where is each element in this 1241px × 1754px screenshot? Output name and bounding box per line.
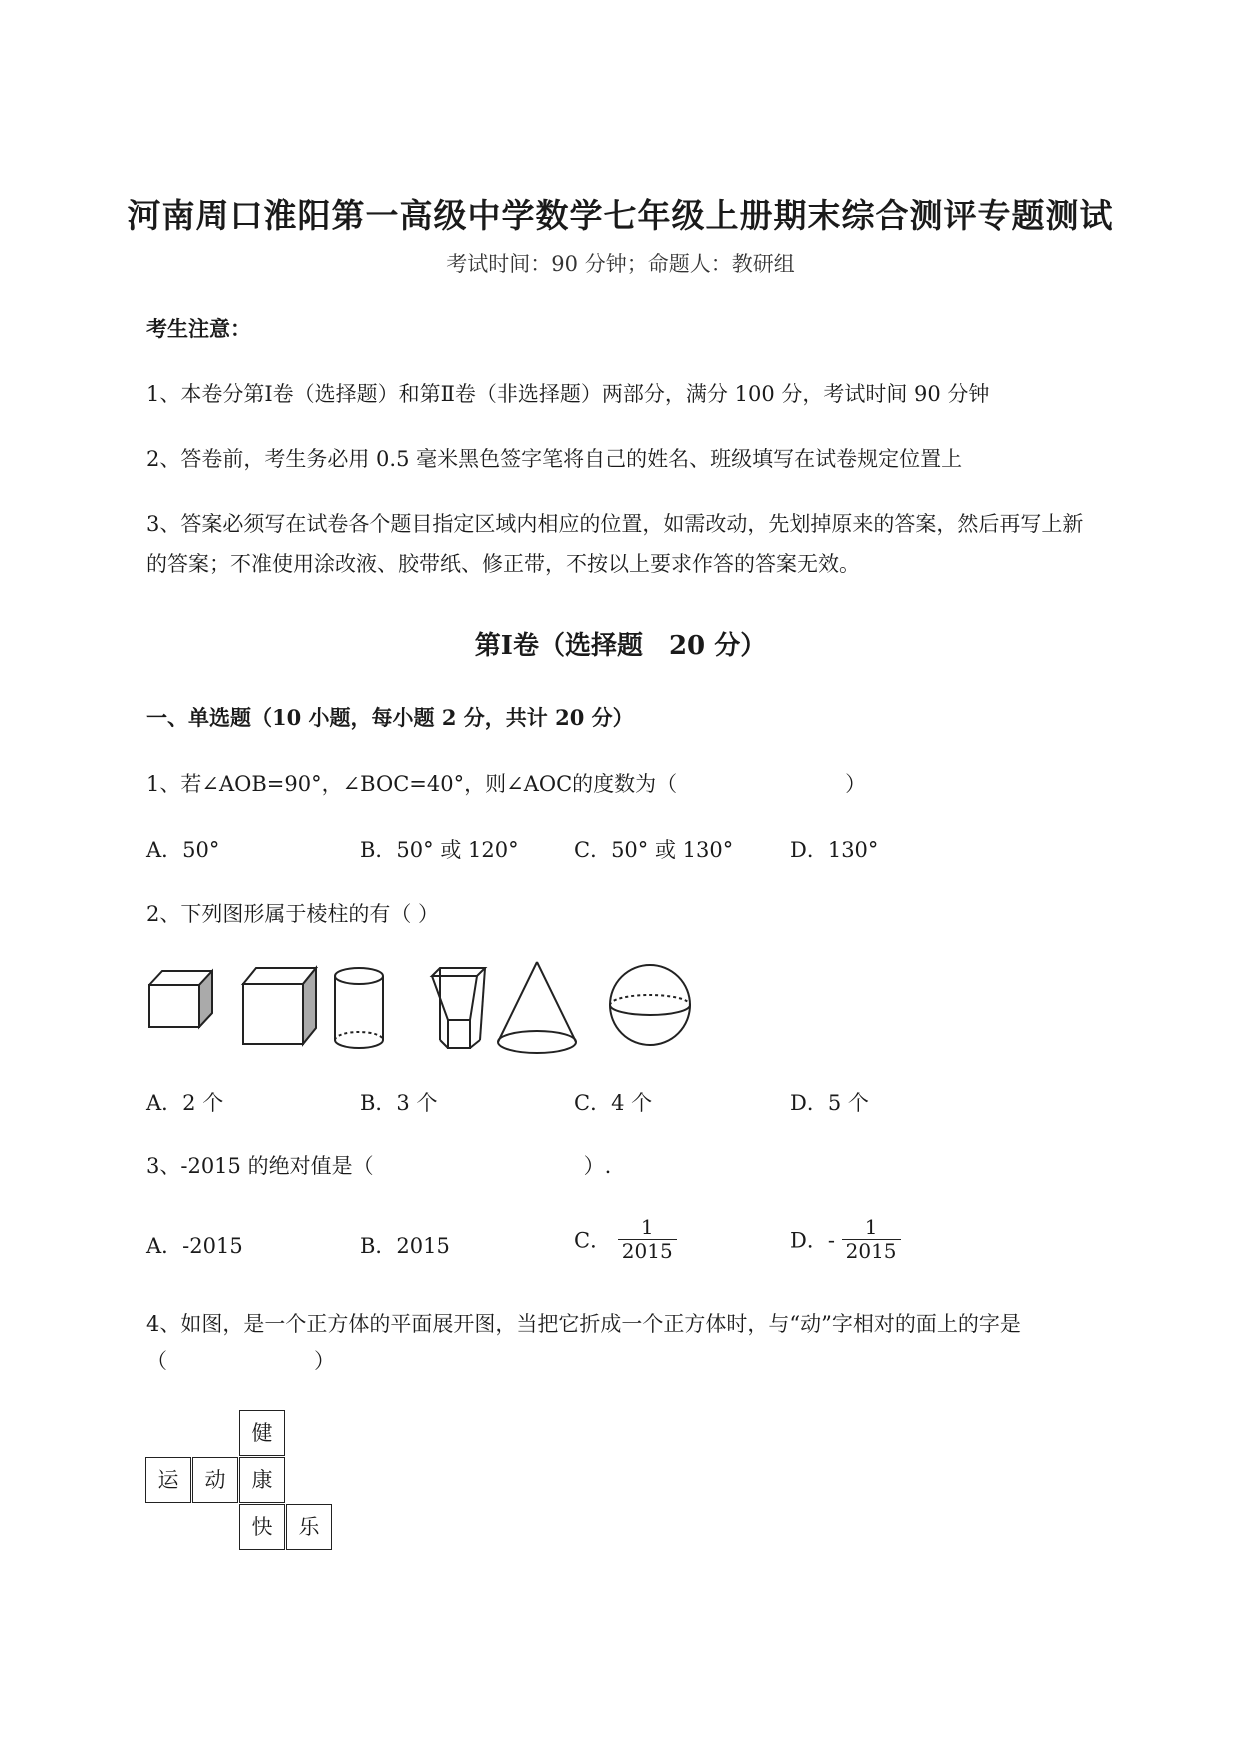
q3-option-c-label: C． (574, 1228, 612, 1253)
question-4-stem: 4、如图，是一个正方体的平面展开图，当把它折成一个正方体时，与“动”字相对的面上的字是 (146, 1312, 1021, 1336)
question-4-stem-cont: （ ） (146, 1349, 335, 1373)
notice-item-2: 2、答卷前，考生务必用 0.5 毫米黑色签字笔将自己的姓名、班级填写在试卷规定位置上 (146, 447, 963, 471)
q1-option-d[interactable]: D．130° (790, 838, 879, 862)
q3-option-a[interactable]: A．-2015 (146, 1234, 243, 1258)
q3-option-d[interactable] (790, 1216, 901, 1263)
cube-net (145, 1410, 335, 1555)
notice-heading: 考生注意： (146, 316, 251, 341)
q1-option-a[interactable]: A．50° (146, 838, 220, 862)
prism-figure (432, 968, 485, 1048)
fraction-c (618, 1216, 677, 1263)
cuboid-figure (149, 971, 212, 1027)
q3-option-c[interactable] (574, 1216, 677, 1263)
part-title: 一、单选题（10 小题，每小题 2 分，共计 20 分） (146, 705, 634, 730)
cone-figure (498, 962, 576, 1053)
q3-option-d-label: D．- (790, 1228, 835, 1253)
net-cell-dong: 动 (192, 1457, 238, 1503)
notice-item-3: 3、答案必须写在试卷各个题目指定区域内相应的位置，如需改动，先划掉原来的答案，然后再写上新 (146, 512, 1084, 536)
notice-item-3-cont: 的答案；不准使用涂改液、胶带纸、修正带，不按以上要求作答的答案无效。 (146, 552, 860, 576)
net-cell-le: 乐 (286, 1504, 332, 1550)
section-title: 第Ⅰ卷（选择题 20 分） (474, 631, 767, 661)
question-1-stem: 1、若∠AOB=90°，∠BOC=40°，则∠AOC的度数为（ ） (146, 772, 867, 796)
net-cell-kang: 康 (239, 1457, 285, 1503)
q2-option-a[interactable]: A．2 个 (146, 1091, 224, 1115)
net-cell-yun: 运 (145, 1457, 191, 1503)
exam-info: 考试时间：90 分钟；命题人：教研组 (446, 252, 795, 276)
q2-option-c[interactable]: C．4 个 (574, 1091, 653, 1115)
q1-option-c[interactable]: C．50° 或 130° (574, 838, 734, 862)
notice-item-1: 1、本卷分第Ⅰ卷（选择题）和第Ⅱ卷（非选择题）两部分，满分 100 分，考试时间 90 分钟 (146, 382, 990, 406)
question-2-stem: 2、下列图形属于棱柱的有（ ） (146, 902, 440, 926)
fraction-c-numerator: 1 (640, 1215, 654, 1239)
q2-option-b[interactable]: B．3 个 (360, 1091, 438, 1115)
fraction-c-denominator: 2015 (618, 1239, 677, 1263)
net-cell-kuai: 快 (239, 1504, 285, 1550)
fraction-d-denominator: 2015 (842, 1239, 901, 1263)
fraction-d-numerator: 1 (864, 1215, 878, 1239)
question-3-stem: 3、-2015 的绝对值是（ ）. (146, 1154, 612, 1178)
cylinder-figure (335, 968, 383, 1048)
page-title: 河南周口淮阳第一高级中学数学七年级上册期末综合测评专题测试 (127, 196, 1114, 235)
cube-figure (243, 968, 316, 1044)
sphere-figure (610, 965, 690, 1045)
solid-figures (140, 960, 710, 1060)
fraction-d (842, 1216, 901, 1263)
q2-option-d[interactable]: D．5 个 (790, 1091, 869, 1115)
q3-option-b[interactable]: B．2015 (360, 1234, 450, 1258)
net-cell-jian: 健 (239, 1410, 285, 1456)
q1-option-b[interactable]: B．50° 或 120° (360, 838, 519, 862)
